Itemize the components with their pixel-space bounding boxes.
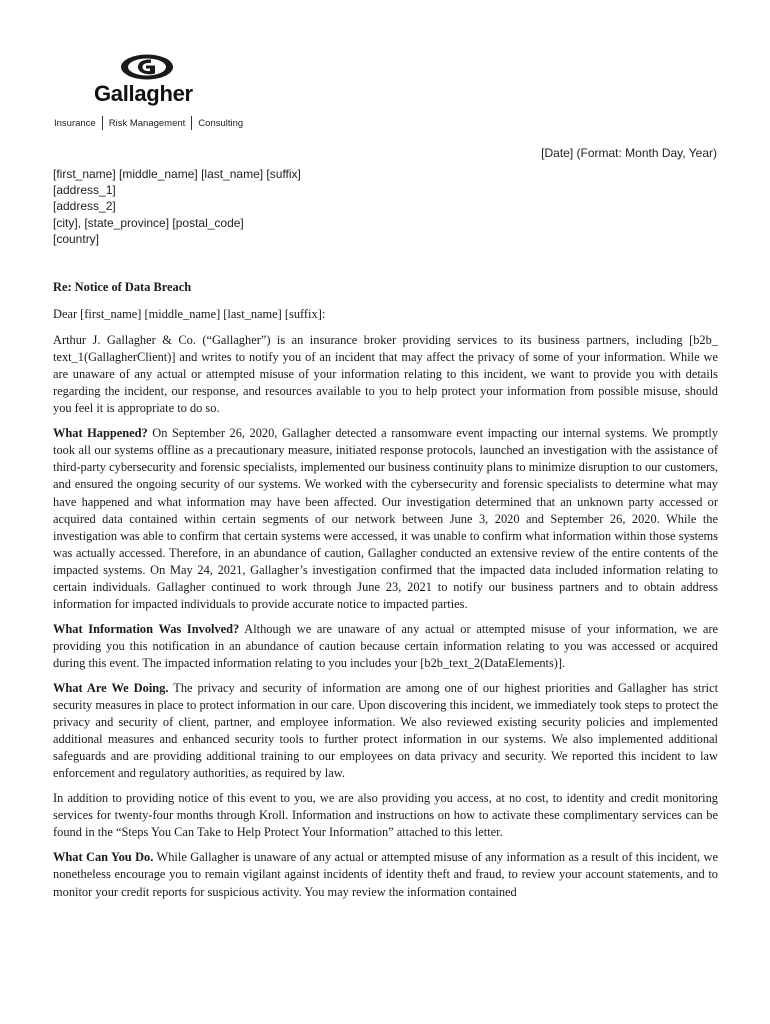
letter-date: [Date] (Format: Month Day, Year) <box>541 146 717 160</box>
tagline-divider <box>191 116 192 130</box>
tagline-insurance: Insurance <box>54 117 96 129</box>
section-text: On September 26, 2020, Gallagher detected a ransomware event impacting our internal systems. We promptly took all our systems offline as a precautionary measure, initiated response protocols, launched an investigation with the assistance of third-party cybersecurity and forensic specialists, implemented our business continuity plans to minimize disruption to our customers, and ensured the ongoing security of our systems. We worked with the cybersecurity and forensic specialists to determine what may have happened and what information may have been affected. Our investigation determined that an unknown party accessed or acquired data contained within certain segments of our network between June 3, 2020 and September 26, 2020. While the investigation was able to confirm that certain systems were accessed, it was unable to confirm what information within those systems was actually accessed. Therefore, in an abundance of caution, Gallagher conducted an extensive review of the entire contents of the impacted systems. On May 24, 2021, Gallagher’s investigation confirmed that the impacted data included information relating to certain individuals. Gallagher continued to work through June 23, 2021 to notify our business partners and to obtain address information for impacted individuals to provide accurate notice to impacted parties. <box>53 426 719 611</box>
section-heading: What Are We Doing. <box>53 680 169 695</box>
section-text: Although we are unaware of any actual or attempted misuse of your information, we are providing you this notification in an abundance of caution because certain information relating to you was accessed or acquired during this event. The impacted information relating to you includes your [b2b_text_2(DataElements)]. <box>53 621 719 670</box>
section-heading: What Happened? <box>53 426 148 441</box>
address-line-2: [address_2] <box>53 199 116 214</box>
address-line-name: [first_name] [middle_name] [last_name] [suffix] <box>53 167 301 181</box>
section-heading: What Can You Do. <box>53 850 154 865</box>
letter-body <box>53 279 718 909</box>
section-text: While Gallagher is unaware of any actual or attempted misuse of any information as a result of this incident, we nonetheless encourage you to remain vigilant against incidents of identity theft and fraud, to review your account statements, and to monitor your credit reports for suspicious activity. You may review the information contained <box>53 850 718 899</box>
brand-tagline <box>54 116 243 130</box>
what-can-you-do-paragraph <box>53 849 718 900</box>
brand-wordmark: Gallagher <box>94 81 193 106</box>
recipient-address <box>53 166 301 247</box>
information-involved-paragraph <box>53 621 718 672</box>
tagline-divider <box>102 116 103 130</box>
gallagher-g-emblem-icon <box>120 54 174 80</box>
intro-paragraph: Arthur J. Gallagher & Co. (“Gallagher”) is an insurance broker providing services to its business partners, including [b2b_ text_1(GallagherClient)] and writes to notify you of an incident that may affect the privacy of some of your information. While we are unaware of any actual or attempted misuse of your information relating to this incident, we want to provide you with details regarding the incident, our response, and resources available to you to help protect your information from possible misuse, should you feel it is appropriate to do so. <box>53 333 718 416</box>
salutation: Dear [first_name] [middle_name] [last_name] [suffix]: <box>53 307 326 322</box>
subject-line: Re: Notice of Data Breach <box>53 280 192 294</box>
section-heading: What Information Was Involved? <box>53 621 240 636</box>
section-text: The privacy and security of information are among one of our highest priorities and Gallagher has strict security measures in place to protect information in our care. Upon discovering this incident, we immediately took steps to protect the privacy and security of client, partner, and employee information. We also reviewed existing security policies and implemented additional measures and enhanced security tools to further protect information in our systems. We also implemented additional safeguards and are providing additional training to our employees on data privacy and security. We reported this incident to law enforcement and regulatory authorities, as required by law. <box>53 680 719 781</box>
gallagher-logo <box>54 54 254 134</box>
address-line-1: [address_1] <box>53 183 116 198</box>
address-line-city: [city], [state_province] [postal_code] <box>53 215 244 230</box>
tagline-consulting: Consulting <box>198 117 244 129</box>
what-happened-paragraph <box>53 425 718 613</box>
tagline-risk-management: Risk Management <box>108 117 186 129</box>
address-line-country: [country] <box>53 231 100 246</box>
what-we-are-doing-paragraph <box>53 680 718 782</box>
monitoring-paragraph: In addition to providing notice of this event to you, we are also providing you access, at no cost, to identity and credit monitoring services for twenty-four months through Kroll. Information and instructions on how to activate these complimentary services can be found in the “Steps You Can Take to Help Protect Your Information” attached to this letter. <box>53 791 718 840</box>
